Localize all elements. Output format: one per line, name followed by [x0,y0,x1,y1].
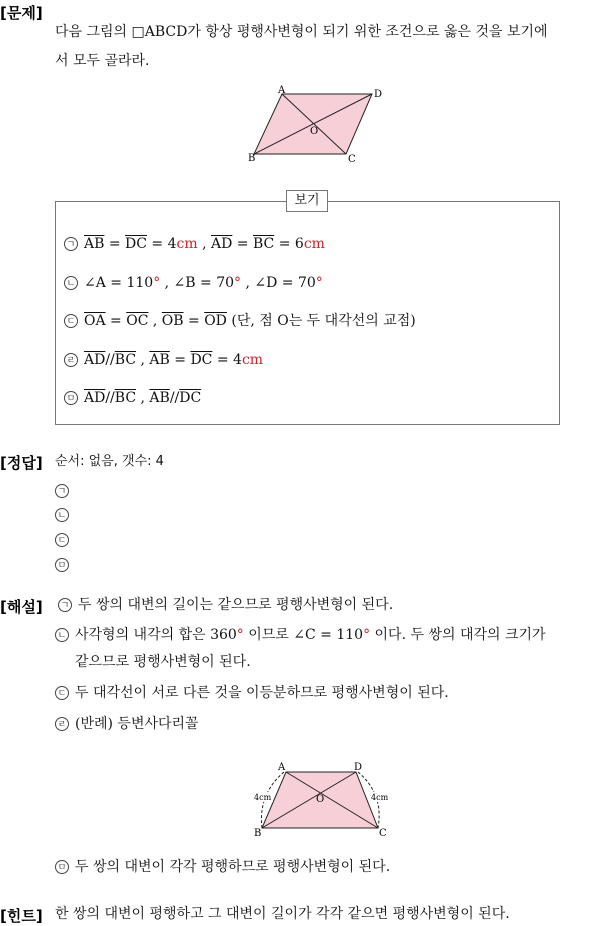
circle-marker-icon: ㄷ [55,686,69,700]
circle-marker-icon: ㄷ [64,314,78,328]
vertex-a-label: A [278,85,286,96]
vertex-b-label: B [248,153,256,164]
circle-marker-icon: ㄹ [55,717,69,731]
vertex-d-label: D [374,89,383,100]
explanation-item-2: ㄴ 사각형의 내각의 합은 360° 이므로 ∠C = 110° 이다. 두 쌍의 대각의 크기가 [55,626,546,644]
problem-text-line2: 서 모두 골라라. [55,53,150,69]
vertex-a-label: A [278,762,286,773]
trapezoid-figure [248,758,396,840]
explanation-label: [해설] [0,598,43,616]
problem-label: [문제] [0,4,43,22]
circle-marker-icon: ㄱ [64,237,78,251]
explanation-item-4: ㄹ (반례) 등변사다리꼴 [55,715,199,733]
bogi-title: 보기 [286,190,328,212]
answer-label: [정답] [0,454,43,472]
circle-marker-icon: ㅁ [55,860,69,874]
circle-marker-icon: ㄷ [55,533,69,547]
hint-text: 한 쌍의 대변이 평행하고 그 대변이 길이가 각각 같으면 평행사변형이 된다. [55,906,510,922]
circle-marker-icon: ㄴ [55,508,69,522]
bogi-item-1: ㄱ $\overline{AB} = \overline{DC} = 4cm$ , $\overline{AD} = \overline{BC} = 6cm$ [64,235,325,253]
bogi-item-4: ㄹ $\overline{AD}//\overline{BC}$ , $\overline{AB} = \overline{DC} = 4cm$ [64,351,263,369]
vertex-c-label: C [348,154,356,165]
answer-item-2 [55,506,75,524]
center-o-label: O [310,126,319,137]
left-length-label: 4cm [254,793,272,802]
circle-marker-icon: ㄴ [55,628,69,642]
circle-marker-icon: ㄱ [55,484,69,498]
explanation-item-3: ㄷ 두 대각선이 서로 다른 것을 이등분하므로 평행사변형이 된다. [55,684,449,702]
explanation-item-5: ㅁ 두 쌍의 대변이 각각 평행하므로 평행사변형이 된다. [55,858,390,876]
vertex-c-label: C [379,828,387,839]
circle-marker-icon: ㅁ [55,558,69,572]
answer-summary: 순서: 없음, 갯수: 4 [55,454,164,469]
bogi-item-2: ㄴ ∠A = 110° , ∠B = 70° , ∠D = 70° [64,274,323,292]
circle-marker-icon: ㄹ [64,353,78,367]
bogi-item-5: ㅁ $\overline{AD}//\overline{BC}$ , $\overline{AB}//\overline{DC}$ [64,389,201,407]
vertex-d-label: D [354,762,363,773]
center-o-label: O [316,794,325,805]
answer-item-3 [55,531,75,549]
circle-marker-icon: ㄴ [64,276,78,290]
circle-marker-icon: ㄱ [58,598,72,612]
explanation-item-2-cont: 같으므로 평행사변형이 된다. [75,654,251,670]
answer-item-4 [55,556,75,574]
hint-label: [힌트] [0,907,43,925]
explanation-item-1: ㄱ 두 쌍의 대변의 길이는 같으므로 평행사변형이 된다. [58,596,393,614]
circle-marker-icon: ㅁ [64,391,78,405]
right-length-label: 4cm [371,793,389,802]
answer-item-1 [55,482,75,500]
problem-text-line1: 다음 그림의 □ABCD가 항상 평행사변형이 되기 위한 조건으로 옳은 것을 보기에 [55,24,548,40]
vertex-b-label: B [254,828,262,839]
bogi-item-3: ㄷ $\overline{OA} = \overline{OC}$ , $\overline{OB} = \overline{OD}$ (단, 점 O는 두 대각선의 교점) [64,312,416,330]
parallelogram-figure [248,82,383,165]
